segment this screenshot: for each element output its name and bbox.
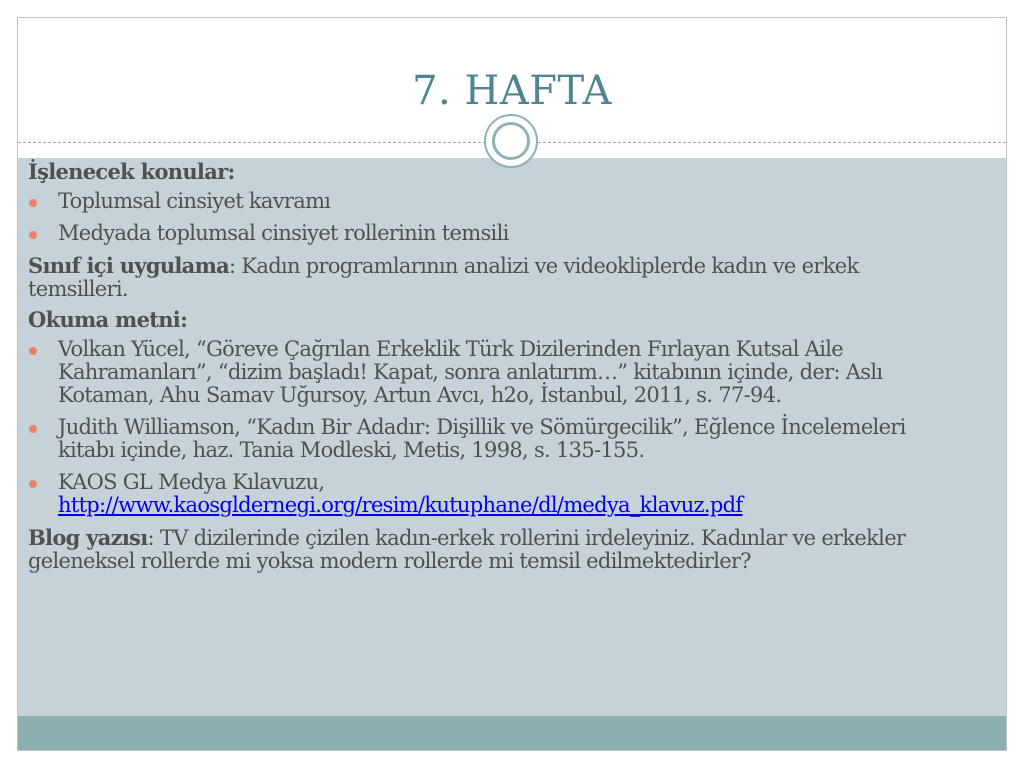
blog-label: Blog yazısı (28, 525, 148, 550)
topic-text: Medyada toplumsal cinsiyet rollerinin temsili (58, 221, 509, 245)
topics-heading: İşlenecek konular: (28, 159, 235, 184)
list-item (28, 190, 963, 213)
blog-paragraph (28, 526, 963, 573)
classwork-text: : Kadın programlarının analizi ve videokliplerde kadın ve erkek temsilleri. (28, 254, 859, 301)
topic-text: Toplumsal cinsiyet kavramı (58, 189, 331, 213)
bullet-icon (29, 347, 37, 355)
bullet-icon (29, 231, 37, 239)
guide-text: KAOS GL Medya Kılavuzu, (58, 470, 325, 494)
footer-band (18, 716, 1006, 750)
bullet-icon (29, 425, 37, 433)
classwork-paragraph (28, 254, 963, 301)
readings-list (28, 338, 963, 517)
slide-title: 7. HAFTA (412, 68, 612, 114)
reading-text: Judith Williamson, “Kadın Bir Adadır: Dişillik ve Sömürgecilik”, Eğlence İncelemeleri kitabı içinde, haz. Tania Modleski, Metis, 1998, s. 135-155. (58, 415, 906, 462)
topics-list (28, 190, 963, 245)
list-item (28, 222, 963, 245)
guide-link[interactable]: http://www.kaosgldernegi.org/resim/kutuphane/dl/medya_klavuz.pdf (58, 493, 743, 517)
bullet-icon (29, 480, 37, 488)
list-item (28, 338, 963, 407)
list-item (28, 471, 963, 517)
list-item (28, 416, 963, 462)
classwork-label: Sınıf içi uygulama (28, 253, 230, 278)
blog-text: : TV dizilerinde çizilen kadın-erkek rollerini irdeleyiniz. Kadınlar ve erkekler geleneksel rollerde mi yoksa modern rollerde mi temsil edilmektedirler? (28, 526, 906, 573)
slide-body (28, 160, 963, 580)
bullet-icon (29, 199, 37, 207)
reading-heading: Okuma metni: (28, 307, 188, 332)
reading-text: Volkan Yücel, “Göreve Çağrılan Erkeklik Türk Dizilerinden Fırlayan Kutsal Aile Kahramanları”, “dizim başladı! Kapat, sonra anlatırım…” kitabının içinde, der: Aslı Kotaman, Ahu Samav Uğursoy, Artun Avcı, h2o, İstanbul, 2011, s. 77-94. (58, 337, 883, 407)
